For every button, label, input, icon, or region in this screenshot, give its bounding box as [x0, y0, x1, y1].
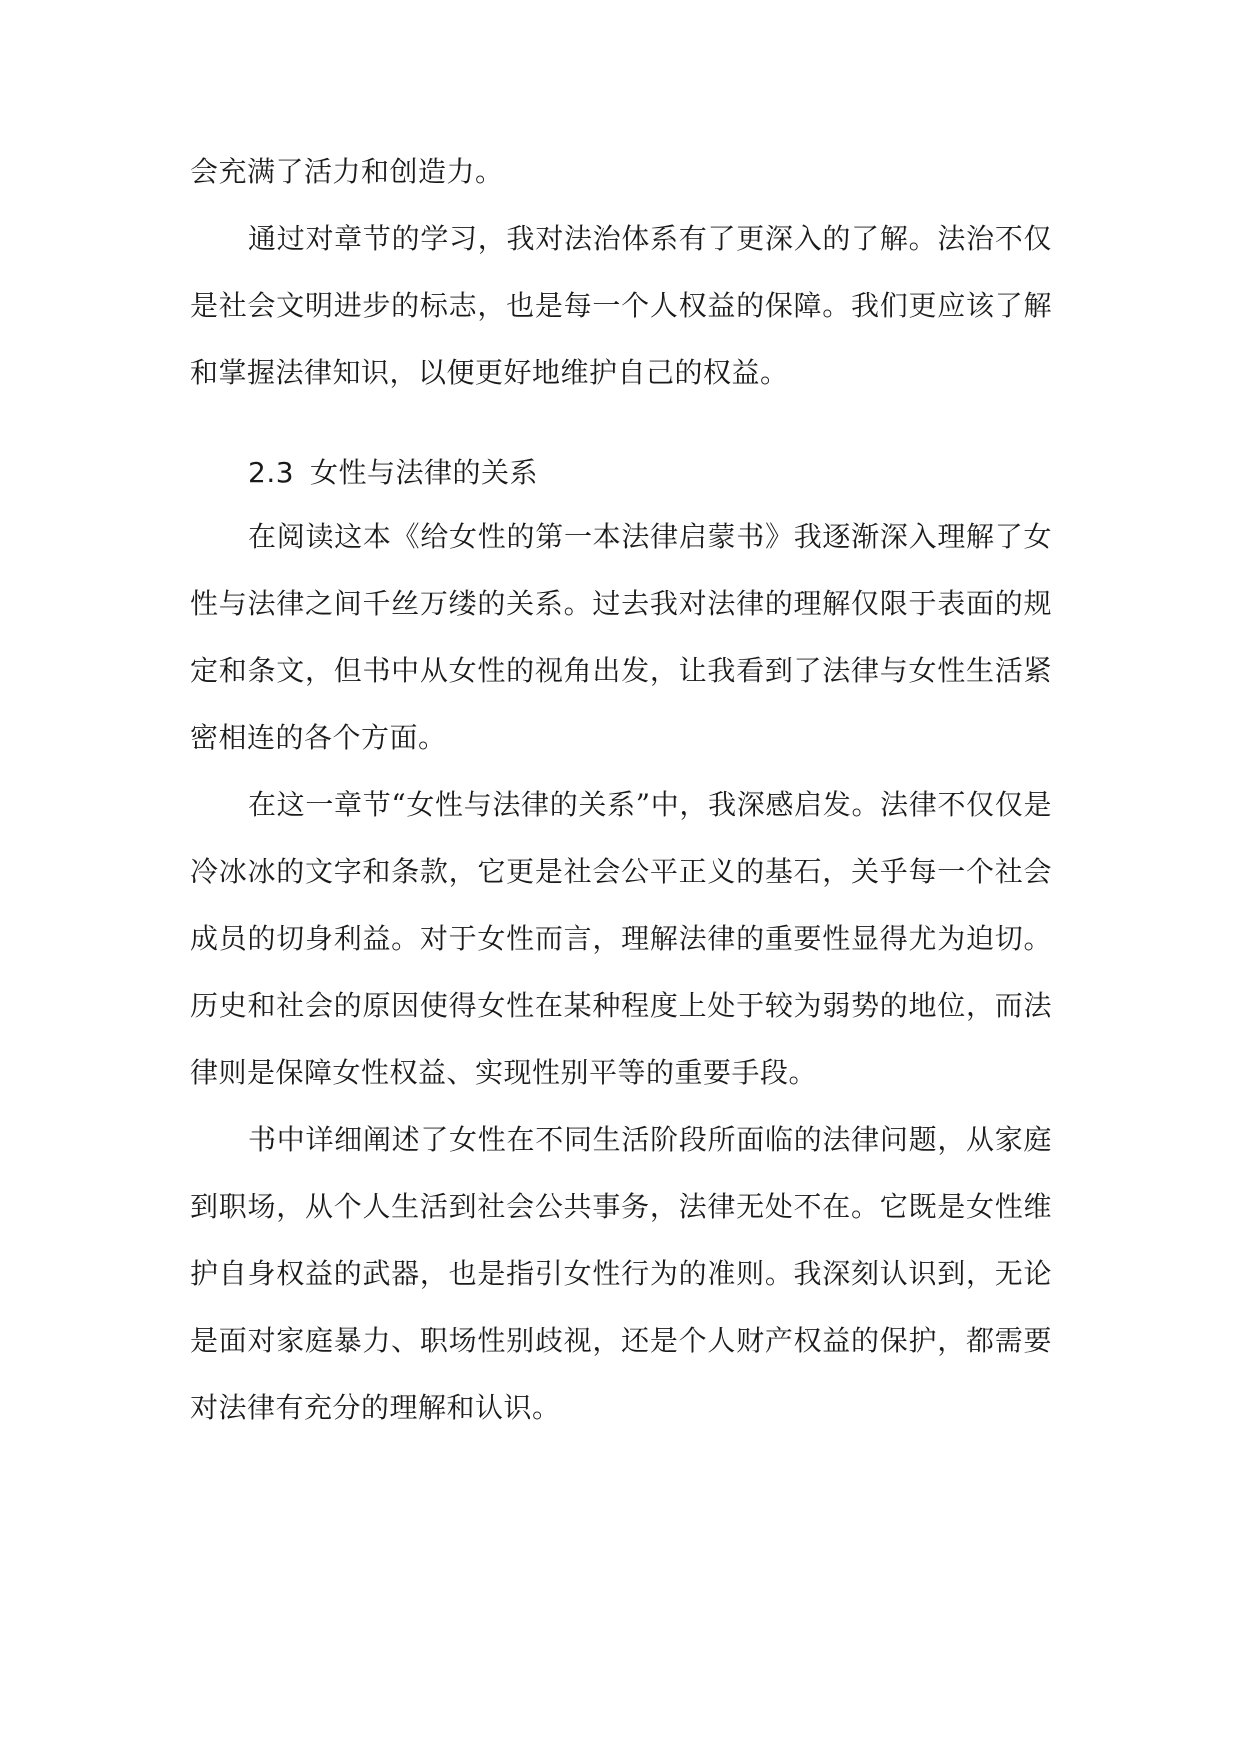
paragraph-continuation: 会充满了活力和创造力。 [190, 155, 504, 188]
body-text [190, 138, 1052, 1441]
section-title: 女性与法律的关系 [310, 456, 539, 489]
paragraph-rule-of-law: 通过对章节的学习，我对法治体系有了更深入的了解。法治不仅是社会文明进步的标志，也是每一个人权益的保障。我们更应该了解和掌握法律知识，以便更好地维护自己的权益。 [190, 222, 1052, 389]
paragraph-chapter-insight: 在这一章节“女性与法律的关系”中，我深感启发。法律不仅仅是冷冰冰的文字和条款，它更是社会公平正义的基石，关乎每一个社会成员的切身利益。对于女性而言，理解法律的重要性显得尤为迫切。历史和社会的原因使得女性在某种程度上处于较为弱势的地位，而法律则是保障女性权益、实现性别平等的重要手段。 [190, 788, 1052, 1089]
section-heading [190, 443, 1052, 503]
paragraph-life-stages: 书中详细阐述了女性在不同生活阶段所面临的法律问题，从家庭到职场，从个人生活到社会公共事务，法律无处不在。它既是女性维护自身权益的武器，也是指引女性行为的准则。我深刻认识到，无论是面对家庭暴力、职场性别歧视，还是个人财产权益的保护，都需要对法律有充分的理解和认识。 [190, 1123, 1052, 1424]
paragraph-reading-intro: 在阅读这本《给女性的第一本法律启蒙书》我逐渐深入理解了女性与法律之间千丝万缕的关系。过去我对法律的理解仅限于表面的规定和条文，但书中从女性的视角出发，让我看到了法律与女性生活紧密相连的各个方面。 [190, 520, 1052, 754]
section-number: 2.3 [248, 456, 295, 489]
